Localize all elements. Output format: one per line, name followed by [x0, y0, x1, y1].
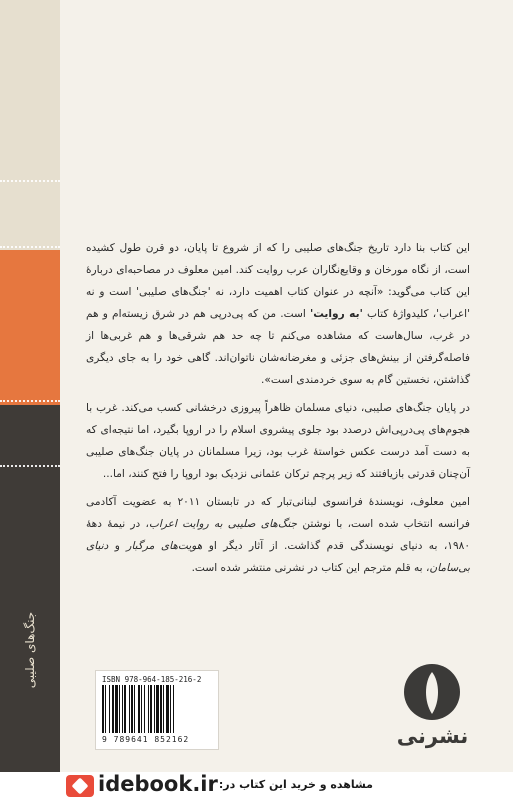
barcode-number: 9 789641 852162	[102, 735, 190, 744]
spine-dotted-line	[0, 465, 60, 467]
description-paragraph-2: در پایان جنگ‌های صلیبی، دنیای مسلمان ظاهراً پیروزی درخشانی کسب می‌کند. غرب با هجوم‌های پی‌درپی‌اش درصدد بود جلوی پیشروی اسلام را در اروپا بگیرد، اما نتیجه‌ای که به دست آمد درست عکس خواستهٔ غرب بود، زیرا مسلمانان در پایان جنگ‌های صلیبی آن‌چنان قدرتی بازیافتند که زیر پرچم ترکان عثمانی نزدیک بود اروپا را فتح کنند، اما...	[86, 402, 470, 480]
emphasis-keyword: 'به روایت'	[309, 308, 363, 320]
description-paragraph-1: این کتاب بنا دارد تاریخ جنگ‌های صلیبی را که از شروع تا پایان، دو قرن طول کشیده است، از نگاه مورخان و وقایع‌نگاران عرب روایت کند. امین معلوف در مصاحبه‌ای دربارهٔ این کتاب می‌گوید: «آنچه در عنوان کتاب اهمیت دارد، نه 'جنگ‌های صلیبی' است و نه 'اعراب'، کلیدواژهٔ کتاب 'به روایت' است. من که پی‌درپی هم در شرق زیسته‌ام و هم در غرب، سال‌هاست که مشاهده می‌کنم تا چه حد هم شرقی‌ها و هم غربی‌ها از فاصله‌گرفتن از بینش‌های جزئی و مغرضانه‌شان ناتوان‌اند. گاهی خود را به جای دیگری گذاشتن، نخستین گام به سوی خردمندی است».	[86, 242, 471, 386]
back-cover-description	[86, 237, 470, 585]
spine-orange-band	[0, 250, 60, 405]
barcode-bars	[102, 685, 212, 733]
spine-title: جنگ‌های صلیبی	[23, 611, 37, 689]
publisher-name: نشرنی	[396, 724, 469, 748]
idebook-banner[interactable]	[0, 772, 513, 800]
spine-dotted-line	[0, 400, 60, 402]
idebook-brand[interactable]: idebook.ir	[98, 772, 218, 796]
spine-dotted-line	[0, 180, 60, 182]
book-title-italic: جنگ‌های صلیبی به روایت اعراب	[148, 518, 298, 530]
description-paragraph-3: امین معلوف، نویسندهٔ فرانسوی لبنانی‌تبار که در تابستان ۲۰۱۱ به عضویت آکادمی فرانسه انتخاب شده است، با نوشتن جنگ‌های صلیبی به روایت اعراب، در نیمهٔ دههٔ ۱۹۸۰، به دنیای نویسندگی قدم گذاشت. از آثار دیگر او هویت‌های مرگبار و دنیای بی‌سامان، به قلم مترجم این کتاب در نشرنی منتشر شده است.	[86, 496, 471, 574]
isbn-barcode	[95, 670, 219, 750]
spine-dotted-line	[0, 246, 60, 248]
book-spine	[0, 0, 60, 800]
publisher-logo-icon	[402, 662, 462, 722]
idebook-label: مشاهده و خرید این کتاب در:	[218, 778, 373, 791]
book-title-italic: هویت‌های مرگبار	[126, 540, 203, 552]
isbn-text: ISBN 978-964-185-216-2	[102, 675, 202, 684]
spine-top-panel	[0, 0, 60, 250]
book-title-italic: دنیای بی‌سامان	[86, 540, 470, 574]
idebook-logo-icon	[66, 775, 94, 797]
